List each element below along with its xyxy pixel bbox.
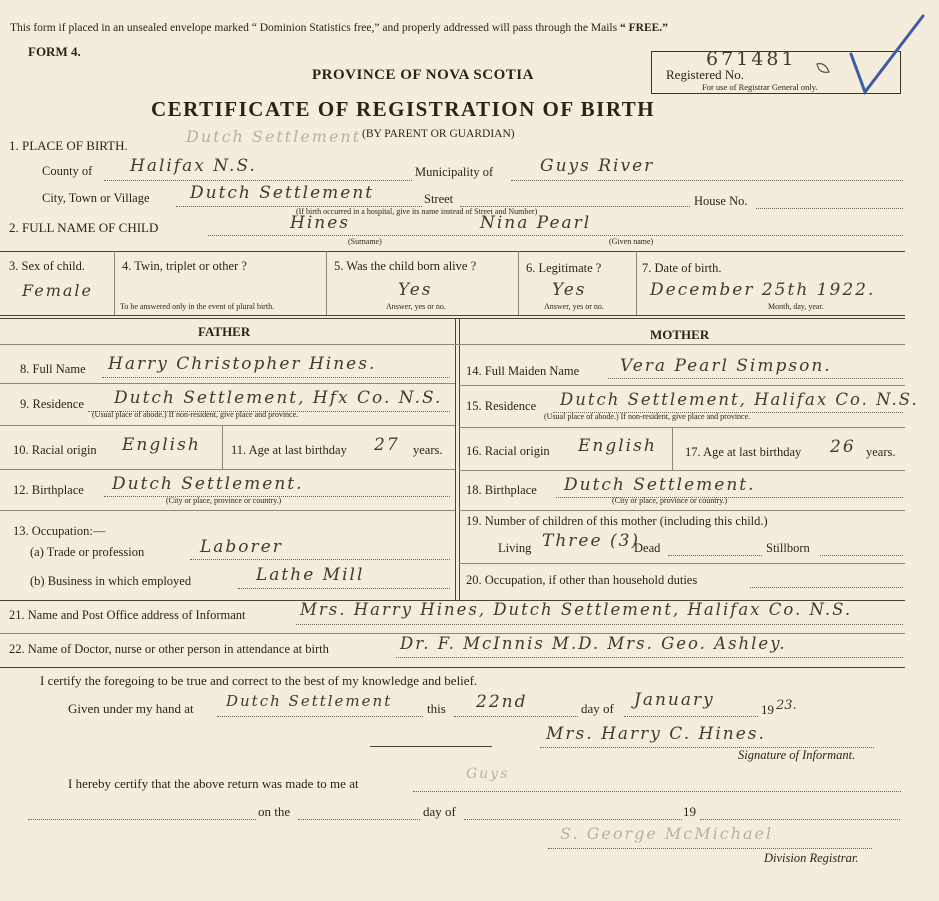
- mail-notice-text: This form if placed in an unsealed envelope marked “ Dominion Statistics free,” and properly addressed will pass through the Mails: [10, 22, 620, 34]
- check-mark-icon: [805, 10, 930, 100]
- day-of-label: day of: [581, 701, 614, 716]
- municipality-label: Municipality of: [415, 165, 494, 179]
- registrar-certify-text: I hereby certify that the above return was made to me at: [68, 776, 359, 791]
- mother-residence-label: 15. Residence: [466, 399, 537, 413]
- business-label: (b) Business in which employed: [30, 574, 192, 588]
- alive-note: Answer, yes or no.: [386, 302, 446, 311]
- informant-signature: Mrs. Harry C. Hines.: [546, 724, 766, 744]
- registrar-signature: S. George McMichael: [560, 824, 774, 843]
- page-subtitle: (BY PARENT OR GUARDIAN): [362, 128, 515, 140]
- twin-label: 4. Twin, triplet or other ?: [122, 259, 247, 273]
- mother-birthplace-value: Dutch Settlement.: [564, 475, 756, 495]
- doctor-value: Dr. F. McInnis M.D. Mrs. Geo. Ashley.: [400, 634, 787, 653]
- registrar-caption: Division Registrar.: [764, 851, 859, 865]
- alive-value: Yes: [398, 280, 433, 300]
- father-heading: FATHER: [198, 324, 251, 339]
- father-occupation-label: 13. Occupation:—: [13, 524, 106, 538]
- given-under-label: Given under my hand at: [68, 701, 194, 716]
- father-age-value: 27: [374, 435, 400, 455]
- mother-racial-value: English: [578, 436, 657, 456]
- child-name-label: 2. FULL NAME OF CHILD: [9, 220, 159, 235]
- registered-label: Registered No.: [666, 67, 744, 82]
- trade-value: Laborer: [200, 537, 283, 557]
- twin-note: To be answered only in the event of plural birth.: [120, 302, 275, 311]
- dead-label: Dead: [634, 541, 661, 555]
- street-note: (If birth occurred in a hospital, give its name instead of Street and Number): [296, 207, 538, 216]
- informant-value: Mrs. Harry Hines, Dutch Settlement, Halifax Co. N.S.: [300, 600, 853, 619]
- mother-birthplace-label: 18. Birthplace: [466, 483, 537, 497]
- father-years: years.: [413, 443, 443, 457]
- living-value: Three (3): [542, 531, 641, 551]
- mother-age-value: 26: [830, 437, 856, 457]
- registrar-year-prefix: 19: [683, 804, 696, 819]
- father-residence-label: 9. Residence: [20, 397, 84, 411]
- stillborn-label: Stillborn: [766, 541, 810, 555]
- year-value: 23.: [776, 698, 797, 713]
- doctor-label: 22. Name of Doctor, nurse or other person in attendance at birth: [9, 642, 329, 656]
- legitimate-value: Yes: [552, 280, 587, 300]
- mother-years: years.: [866, 445, 896, 459]
- mail-notice-free: “ FREE.”: [619, 22, 668, 34]
- surname-caption: (Surname): [348, 237, 382, 246]
- faint-pencil-note: Dutch Settlement: [186, 127, 362, 146]
- province-heading: PROVINCE OF NOVA SCOTIA: [312, 67, 534, 83]
- father-name-value: Harry Christopher Hines.: [108, 354, 377, 374]
- father-birthplace-note: (City or place, province or country.): [166, 496, 282, 505]
- legitimate-note: Answer, yes or no.: [544, 302, 604, 311]
- city-value: Dutch Settlement: [190, 183, 375, 203]
- this-label: this: [427, 701, 446, 716]
- mother-birthplace-note: (City or place, province or country.): [612, 496, 728, 505]
- father-birthplace-value: Dutch Settlement.: [112, 474, 304, 494]
- legitimate-label: 6. Legitimate ?: [526, 261, 602, 275]
- certify-text: I certify the foregoing to be true and correct to the best of my knowledge and belief.: [40, 673, 478, 688]
- mail-notice: [10, 22, 668, 34]
- given-name-caption: (Given name): [609, 237, 654, 246]
- mother-occupation-label: 20. Occupation, if other than household duties: [466, 573, 698, 587]
- signature-caption: Signature of Informant.: [738, 748, 856, 762]
- on-the-label: on the: [258, 804, 291, 819]
- living-label: Living: [498, 541, 532, 555]
- child-surname-value: Hines: [290, 213, 350, 233]
- month-value: January: [634, 690, 715, 710]
- alive-label: 5. Was the child born alive ?: [334, 259, 477, 273]
- father-residence-value: Dutch Settlement, Hfx Co. N.S.: [114, 388, 443, 408]
- mother-heading: MOTHER: [650, 327, 710, 342]
- dob-note: Month, day, year.: [768, 302, 824, 311]
- city-label: City, Town or Village: [42, 191, 150, 205]
- mother-name-label: 14. Full Maiden Name: [466, 364, 580, 378]
- registrar-day-of-label: day of: [423, 804, 456, 819]
- mother-age-label: 17. Age at last birthday: [685, 445, 802, 459]
- sex-value: Female: [22, 281, 93, 300]
- year-prefix: 19: [761, 702, 774, 717]
- mother-racial-label: 16. Racial origin: [466, 444, 550, 458]
- sex-label: 3. Sex of child.: [9, 259, 86, 273]
- father-age-label: 11. Age at last birthday: [231, 443, 347, 457]
- mother-residence-note: (Usual place of abode.) If non-resident, give place and province.: [544, 412, 751, 421]
- street-label: Street: [424, 192, 454, 206]
- father-racial-label: 10. Racial origin: [13, 443, 97, 457]
- business-value: Lathe Mill: [256, 565, 365, 585]
- children-count-label: 19. Number of children of this mother (including this child.): [466, 514, 768, 528]
- page-title: CERTIFICATE OF REGISTRATION OF BIRTH: [151, 97, 656, 121]
- county-label: County of: [42, 164, 93, 178]
- form-number: FORM 4.: [28, 44, 81, 59]
- mother-name-value: Vera Pearl Simpson.: [620, 356, 832, 376]
- father-racial-value: English: [122, 435, 201, 455]
- day-value: 22nd: [476, 692, 528, 712]
- dob-value: December 25th 1922.: [650, 280, 876, 300]
- municipality-value: Guys River: [540, 156, 655, 176]
- dob-label: 7. Date of birth.: [642, 261, 722, 275]
- informant-label: 21. Name and Post Office address of Informant: [9, 608, 246, 622]
- registered-number: 671481: [706, 48, 797, 70]
- father-birthplace-label: 12. Birthplace: [13, 483, 84, 497]
- house-number-label: House No.: [694, 194, 748, 208]
- place-of-birth-label: 1. PLACE OF BIRTH.: [9, 138, 128, 153]
- given-place-value: Dutch Settlement: [226, 692, 393, 710]
- mother-residence-value: Dutch Settlement, Halifax Co. N.S.: [560, 390, 919, 409]
- father-residence-note: (Usual place of abode.) If non-resident, give place and province.: [92, 410, 299, 419]
- child-given-value: Nina Pearl: [480, 213, 592, 233]
- county-value: Halifax N.S.: [130, 156, 257, 176]
- trade-label: (a) Trade or profession: [30, 545, 145, 559]
- father-name-label: 8. Full Name: [20, 362, 86, 376]
- registrar-use-note: For use of Registrar General only.: [702, 82, 818, 92]
- registrar-place: Guys: [466, 766, 510, 782]
